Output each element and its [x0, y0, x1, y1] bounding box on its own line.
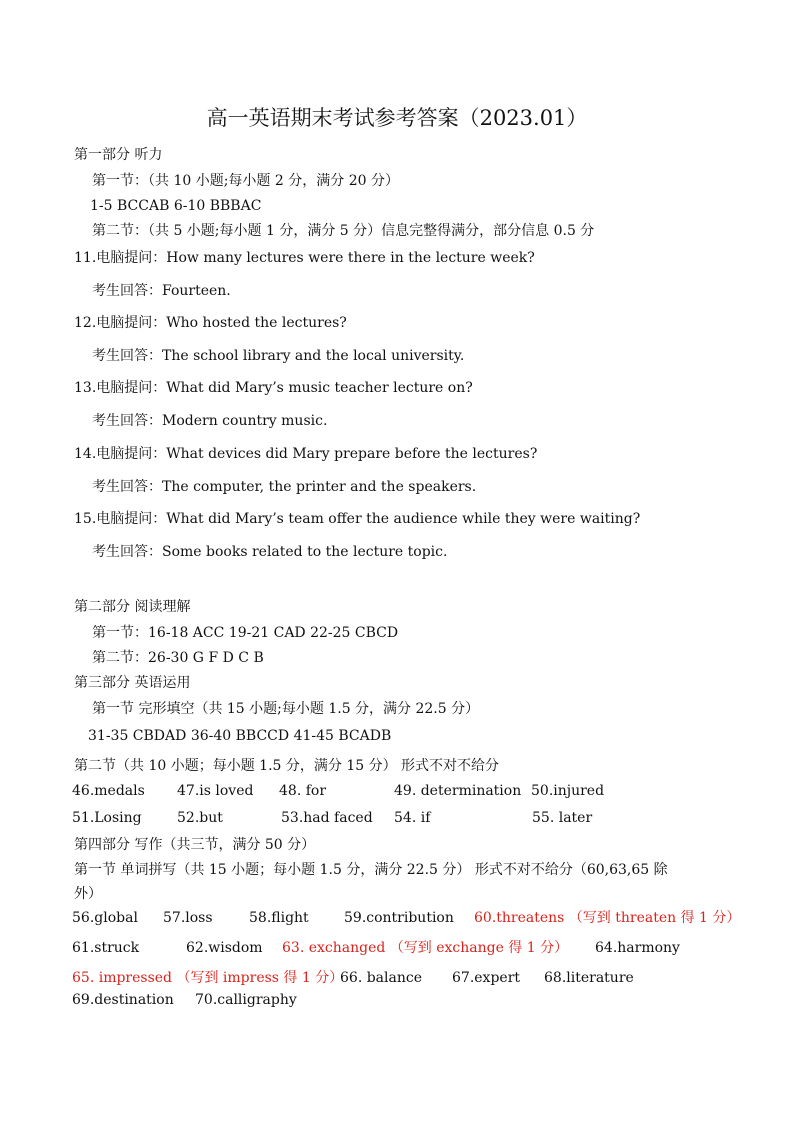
answer-53: 53.had faced — [281, 810, 373, 826]
answer-51: 51.Losing — [72, 810, 142, 826]
answer-70: 70.calligraphy — [195, 992, 297, 1008]
answer-13: 考生回答：Modern country music. — [92, 413, 328, 429]
answer-62: 62.wisdom — [186, 940, 263, 956]
part3-section2-label: 第二节（共 10 小题；每小题 1.5 分，满分 15 分） 形式不对不给分 — [74, 758, 500, 774]
answer-12: 考生回答：The school library and the local university. — [92, 348, 465, 364]
part4-section1-label: 第一节 单词拼写（共 15 小题；每小题 1.5 分，满分 22.5 分） 形式不对不给分（60,63,65 除 — [74, 862, 668, 878]
part1-section2-label: 第二节：（共 5 小题;每小题 1 分，满分 5 分）信息完整得满分，部分信息 0.5 分 — [92, 223, 595, 239]
answer-67: 67.expert — [452, 970, 521, 986]
answer-14: 考生回答：The computer, the printer and the speakers. — [92, 479, 477, 495]
answer-59: 59.contribution — [344, 910, 454, 926]
answer-64: 64.harmony — [595, 940, 680, 956]
question-15: 15.电脑提问：What did Mary’s team offer the audience while they were waiting? — [74, 511, 641, 527]
answer-46: 46.medals — [72, 783, 145, 799]
answer-49: 49. determination — [394, 783, 522, 799]
question-14: 14.电脑提问：What devices did Mary prepare before the lectures? — [74, 446, 538, 462]
question-12: 12.电脑提问：Who hosted the lectures? — [74, 315, 347, 331]
answer-66: 66. balance — [340, 970, 422, 986]
answer-54: 54. if — [394, 810, 431, 826]
answer-60: 60.threatens （写到 threaten 得 1 分） — [474, 910, 741, 926]
page-title: 高一英语期末考试参考答案（2023.01） — [206, 106, 588, 130]
part3-heading: 第三部分 英语运用 — [74, 675, 191, 691]
answer-52: 52.but — [177, 810, 223, 826]
part4-heading: 第四部分 写作（共三节，满分 50 分） — [74, 837, 316, 853]
answer-11: 考生回答：Fourteen. — [92, 283, 231, 299]
part1-section1-label: 第一节：（共 10 小题;每小题 2 分，满分 20 分） — [92, 173, 399, 189]
part1-section1-answers: 1-5 BCCAB 6-10 BBBAC — [90, 198, 262, 214]
answer-63: 63. exchanged （写到 exchange 得 1 分） — [282, 940, 569, 956]
answer-55: 55. later — [532, 810, 593, 826]
part4-section1-label-cont: 外） — [74, 886, 102, 902]
part1-heading: 第一部分 听力 — [74, 147, 163, 163]
question-11: 11.电脑提问：How many lectures were there in the lecture week? — [74, 250, 535, 266]
answer-61: 61.struck — [72, 940, 140, 956]
part2-section1: 第一节：16-18 ACC 19-21 CAD 22-25 CBCD — [92, 625, 399, 641]
answer-65: 65. impressed （写到 impress 得 1 分） — [72, 970, 344, 986]
answer-57: 57.loss — [163, 910, 213, 926]
answer-15: 考生回答：Some books related to the lecture topic. — [92, 544, 448, 560]
part3-section1-answers: 31-35 CBDAD 36-40 BBCCD 41-45 BCADB — [88, 728, 392, 744]
answer-56: 56.global — [72, 910, 138, 926]
part2-section2: 第二节：26-30 G F D C B — [92, 650, 264, 666]
part3-section1-label: 第一节 完形填空（共 15 小题;每小题 1.5 分，满分 22.5 分） — [92, 701, 480, 717]
answer-69: 69.destination — [72, 992, 174, 1008]
question-13: 13.电脑提问：What did Mary’s music teacher lecture on? — [74, 380, 473, 396]
answer-58: 58.flight — [249, 910, 309, 926]
answer-48: 48. for — [279, 783, 327, 799]
answer-68: 68.literature — [544, 970, 634, 986]
part2-heading: 第二部分 阅读理解 — [74, 599, 191, 615]
answer-50: 50.injured — [531, 783, 605, 799]
answer-47: 47.is loved — [177, 783, 254, 799]
